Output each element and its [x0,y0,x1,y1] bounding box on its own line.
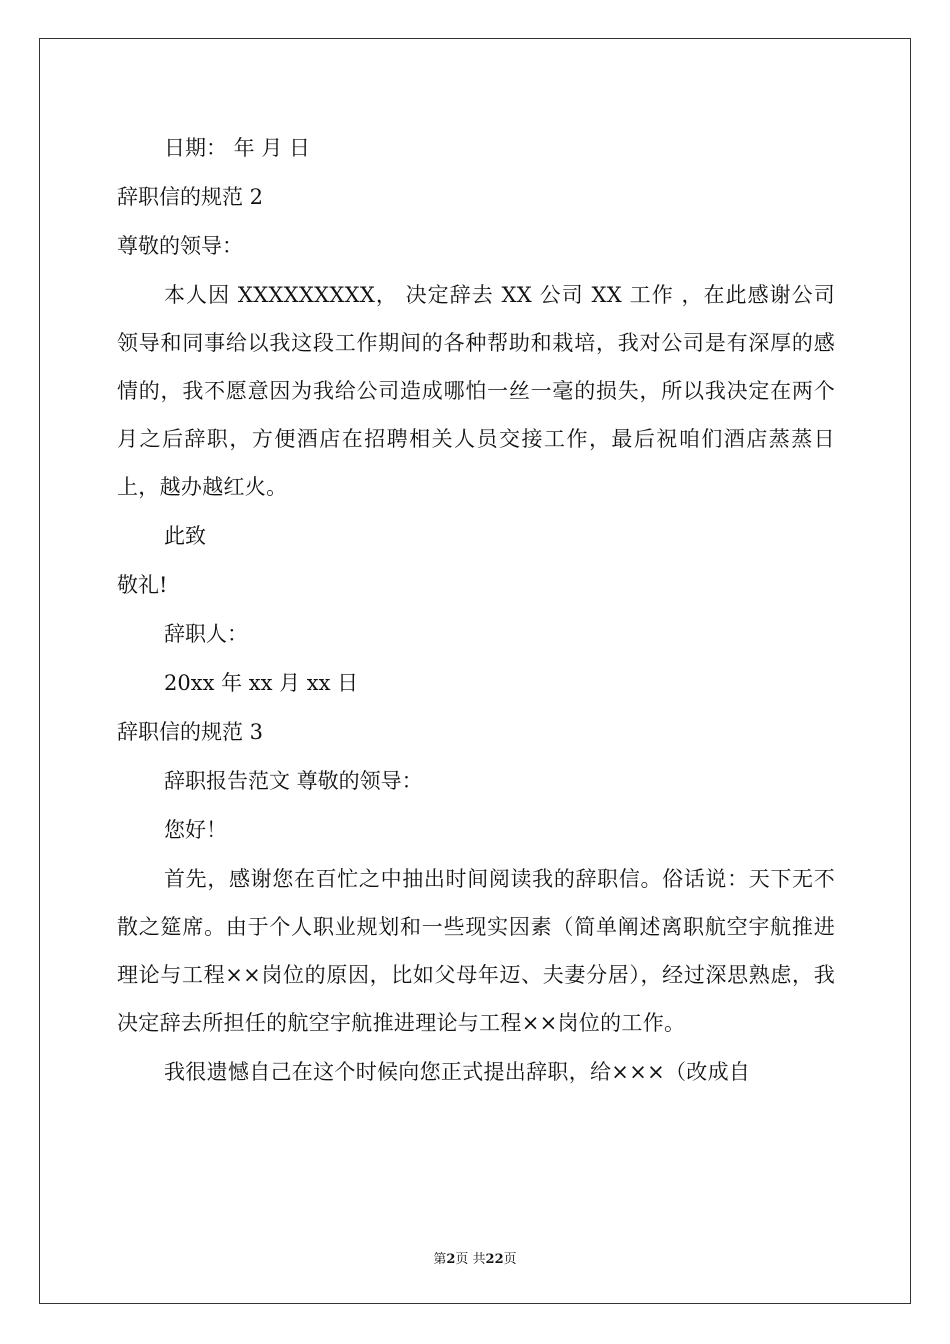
footer-prefix: 第 [433,1252,447,1267]
section3-paragraph-1: 首先，感谢您在百忙之中抽出时间阅读我的辞职信。俗话说：天下无不散之筵席。由于个人职业规划和一些现实因素（简单阐述离职航空宇航推进理论与工程××岗位的原因，比如父母年迈、夫妻分居），经过深思熟虑，我决定辞去所担任的航空宇航推进理论与工程××岗位的工作。 [117,867,835,1035]
salutation: 尊敬的领导： [117,234,243,258]
signer-line: 辞职人： [164,622,248,646]
closing-2: 敬礼! [117,573,168,597]
document-body [117,124,835,1096]
footer-suffix: 页 [503,1252,517,1267]
total-page-number: 22 [485,1252,504,1267]
closing-1: 此致 [164,524,206,548]
section-title-3: 辞职信的规范 3 [117,720,264,744]
greeting: 您好！ [164,818,227,842]
signature-date: 20xx 年 xx 月 xx 日 [164,671,359,695]
letter-body: 本人因 XXXXXXXXX， 决定辞去 XX 公司 XX 工作 ，在此感谢公司领导和同事给以我这段工作期间的各种帮助和栽培，我对公司是有深厚的感情的，我不愿意因为我给公司造成哪怕一丝一毫的损失，所以我决定在两个月之后辞职，方便酒店在招聘相关人员交接工作，最后祝咱们酒店蒸蒸日上，越办越红火。 [117,283,835,499]
date-line: 日期： 年 月 日 [164,136,311,160]
footer-mid: 页 共 [455,1252,486,1267]
page-footer [0,1248,950,1267]
section-title-2: 辞职信的规范 2 [117,185,264,209]
current-page-number: 2 [446,1252,456,1267]
section3-paragraph-2: 我很遗憾自己在这个时候向您正式提出辞职，给×××（改成自 [164,1060,751,1084]
section3-heading: 辞职报告范文 尊敬的领导： [164,769,423,793]
